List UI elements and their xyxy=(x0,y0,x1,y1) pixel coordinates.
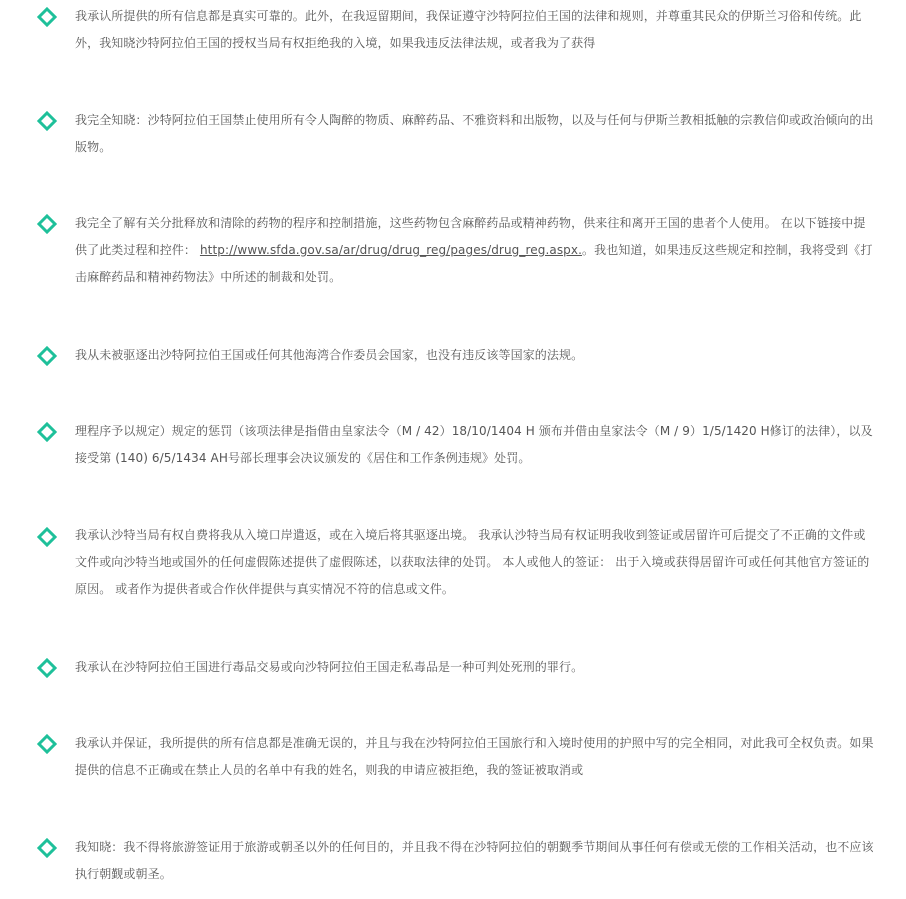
diamond-bullet-icon xyxy=(37,111,57,131)
declaration-text: 我知晓：我不得将旅游签证用于旅游或朝圣以外的任何目的，并且我不得在沙特阿拉伯的朝觐季节期间从事任何有偿或无偿的工作相关活动，也不应该执行朝觐或朝圣。 xyxy=(75,840,874,881)
sfda-drug-regulation-link[interactable]: http://www.sfda.gov.sa/ar/drug/drug_reg/pages/drug_reg.aspx. xyxy=(199,243,583,257)
diamond-bullet-icon xyxy=(37,527,57,547)
declaration-text: 我从未被驱逐出沙特阿拉伯王国或任何其他海湾合作委员会国家，也没有违反该等国家的法规。 xyxy=(75,348,584,362)
declaration-text: 我承认并保证，我所提供的所有信息都是准确无误的，并且与我在沙特阿拉伯王国旅行和入境时使用的护照中写的完全相同，对此我可全权负责。如果提供的信息不正确或在禁止人员的名单中有我的姓名，则我的申请应被拒绝，我的签证被取消或 xyxy=(75,736,874,777)
diamond-bullet-icon xyxy=(37,658,57,678)
diamond-bullet-icon xyxy=(37,422,57,442)
declaration-text: 理程序予以规定）规定的惩罚（该项法律是指借由皇家法令（M / 42）18/10/1404 H 颁布并借由皇家法令（M / 9）1/5/1420 H修订的法律），以及接受第 (140) 6/5/1434 AH号部长理事会决议颁发的《居住和工作条例违规》处罚。 xyxy=(75,424,873,465)
diamond-bullet-icon xyxy=(37,838,57,858)
declaration-text: 我承认沙特当局有权自费将我从入境口岸遣返，或在入境后将其驱逐出境。 我承认沙特当局有权证明我收到签证或居留许可后提交了不正确的文件或文件或向沙特当地或国外的任何虚假陈述提供了虚假陈述，以获取法律的处罚。 本人或他人的签证： 出于入境或获得居留许可或任何其他官方签证的原因。 或者作为提供者或合作伙伴提供与真实情况不符的信息或文件。 xyxy=(75,528,870,596)
declaration-text: 我承认所提供的所有信息都是真实可靠的。此外，在我逗留期间，我保证遵守沙特阿拉伯王国的法律和规则，并尊重其民众的伊斯兰习俗和传统。此外，我知晓沙特阿拉伯王国的授权当局有权拒绝我的入境，如果我违反法律法规，或者我为了获得 xyxy=(75,9,862,50)
diamond-bullet-icon xyxy=(37,7,57,27)
diamond-bullet-icon xyxy=(37,346,57,366)
diamond-bullet-icon xyxy=(37,214,57,234)
declaration-text-before: 我完全了解有关分批释放和清除的药物的程序和控制措施，这些药物包含麻醉药品或精神药物，供来往和离开王国的患者个人使用。 在以下链接中提供了此类过程和控件： xyxy=(75,216,866,257)
declaration-text xyxy=(75,210,875,291)
declaration-text: 我完全知晓：沙特阿拉伯王国禁止使用所有令人陶醉的物质、麻醉药品、不雅资料和出版物，以及与任何与伊斯兰教相抵触的宗教信仰或政治倾向的出版物。 xyxy=(75,113,874,154)
declaration-text: 我承认在沙特阿拉伯王国进行毒品交易或向沙特阿拉伯王国走私毒品是一种可判处死刑的罪行。 xyxy=(75,660,584,674)
declaration-text-after: 。我也知道，如果违反这些规定和控制，我将受到《打击麻醉药品和精神药物法》中所述的制裁和处罚。 xyxy=(75,243,873,284)
diamond-bullet-icon xyxy=(37,734,57,754)
